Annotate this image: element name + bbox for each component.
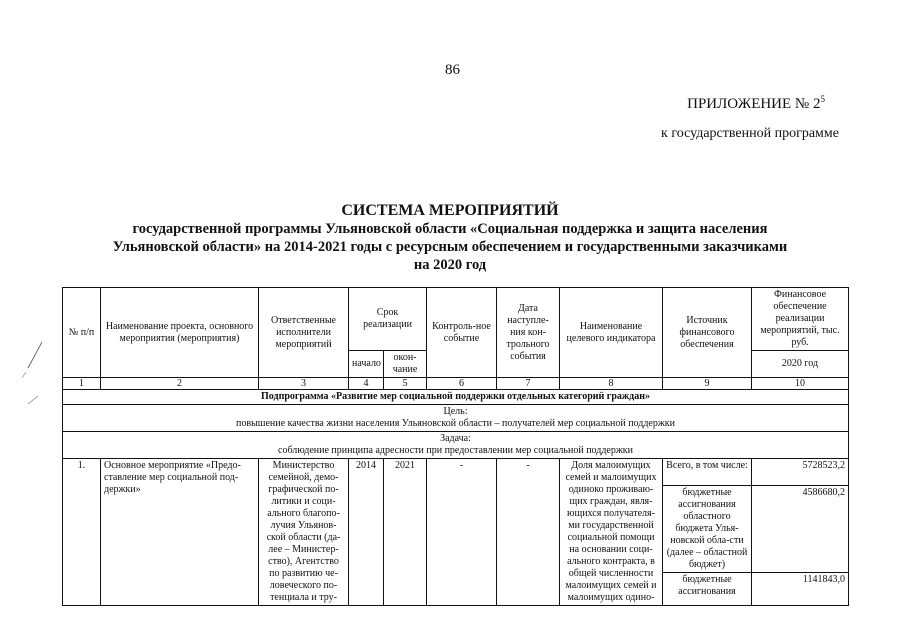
row-end: 2021 xyxy=(384,459,427,606)
row-control-event: - xyxy=(427,459,497,606)
goal-cell xyxy=(63,405,849,432)
source-budget-2: бюджетные ассигнования xyxy=(678,574,736,597)
column-number: 5 xyxy=(384,378,427,390)
title-line-1: государственной программы Ульяновской области «Социальная поддержка и защита населения xyxy=(132,221,768,237)
row-responsible: Министерство семейной, демо-графической по-литики и соци-ального благопо-лучия Ульянов-ской области (да-лее – Министер-ство), Агентство по развитию че-ловеческого по-тенциала и тру- xyxy=(259,459,349,606)
column-number: 10 xyxy=(752,378,849,390)
goal-row xyxy=(63,405,849,432)
header-finance: Финансовое обеспечение реализации мероприятий, тыс. руб. xyxy=(752,288,849,351)
header-row-1 xyxy=(63,288,849,351)
header-period-start: начало xyxy=(349,351,384,378)
row-indicator: Доля малоимущих семей и малоимущих одиноко проживаю-щих граждан, явля-ющихся получателя-ми государственной социальной помощи на основании соци-ального контракта, в общей численности малоимущих семей и малоимущих одино- xyxy=(560,459,663,606)
task-label: Задача: xyxy=(440,433,471,444)
header-control-event: Контроль-ное событие xyxy=(427,288,497,378)
row-name: Основное мероприятие «Предо-ставление мер социальной под-держки» xyxy=(101,459,259,606)
page-number: 86 xyxy=(445,62,460,78)
source-budget: бюджетные ассигнования областного бюджета Улья-новской обла-сти (далее – областной бюджет) xyxy=(666,487,748,570)
header-finance-year: 2020 год xyxy=(752,351,849,378)
column-number: 4 xyxy=(349,378,384,390)
header-source: Источник финансового обеспечения xyxy=(663,288,752,378)
column-number: 2 xyxy=(101,378,259,390)
row-source xyxy=(663,459,752,606)
header-num: № п/п xyxy=(63,288,101,378)
column-number: 8 xyxy=(560,378,663,390)
appendix-superscript: 5 xyxy=(820,94,825,104)
title-line-2: Ульяновской области» на 2014-2021 годы с ресурсным обеспечением и государственными заказчиками xyxy=(112,239,788,255)
finance-budget-2: 1141843,0 xyxy=(802,574,845,585)
title-main: СИСТЕМА МЕРОПРИЯТИЙ xyxy=(341,202,559,219)
header-indicator: Наименование целевого индикатора xyxy=(560,288,663,378)
row-event-date: - xyxy=(497,459,560,606)
goal-label: Цель: xyxy=(443,406,468,417)
subprogram-title: Подпрограмма «Развитие мер социальной поддержки отдельных категорий граждан» xyxy=(63,390,849,405)
header-period-end: окон-чание xyxy=(384,351,427,378)
header-period: Срок реализации xyxy=(349,288,427,351)
appendix-label xyxy=(687,94,825,113)
finance-total: 5728523,2 xyxy=(802,460,845,471)
row-start: 2014 xyxy=(349,459,384,606)
column-number: 7 xyxy=(497,378,560,390)
column-number: 1 xyxy=(63,378,101,390)
subprogram-row xyxy=(63,390,849,405)
header-responsible: Ответственные исполнители мероприятий xyxy=(259,288,349,378)
task-cell xyxy=(63,432,849,459)
row-num: 1. xyxy=(63,459,101,606)
task-row xyxy=(63,432,849,459)
header-event-date: Дата наступле-ния кон-трольного события xyxy=(497,288,560,378)
goal-text: повышение качества жизни населения Ульяновской области – получателей мер социальной поддержки xyxy=(236,418,675,429)
column-number: 3 xyxy=(259,378,349,390)
appendix-text: ПРИЛОЖЕНИЕ № 2 xyxy=(687,96,821,112)
column-number: 9 xyxy=(663,378,752,390)
column-number-row xyxy=(63,378,849,390)
measures-table xyxy=(62,287,849,606)
task-text: соблюдение принципа адресности при предоставлении мер социальной поддержки xyxy=(278,445,633,456)
finance-budget: 4586680,2 xyxy=(802,487,845,498)
column-number: 6 xyxy=(427,378,497,390)
document-title xyxy=(60,202,840,274)
margin-marks xyxy=(20,338,50,418)
header-name: Наименование проекта, основного мероприятия (мероприятия) xyxy=(101,288,259,378)
source-total: Всего, в том числе: xyxy=(666,460,748,471)
title-line-3: на 2020 год xyxy=(413,257,487,273)
row-finance xyxy=(752,459,849,606)
table-row xyxy=(63,459,849,606)
to-program-caption: к государственной программе xyxy=(661,126,839,141)
